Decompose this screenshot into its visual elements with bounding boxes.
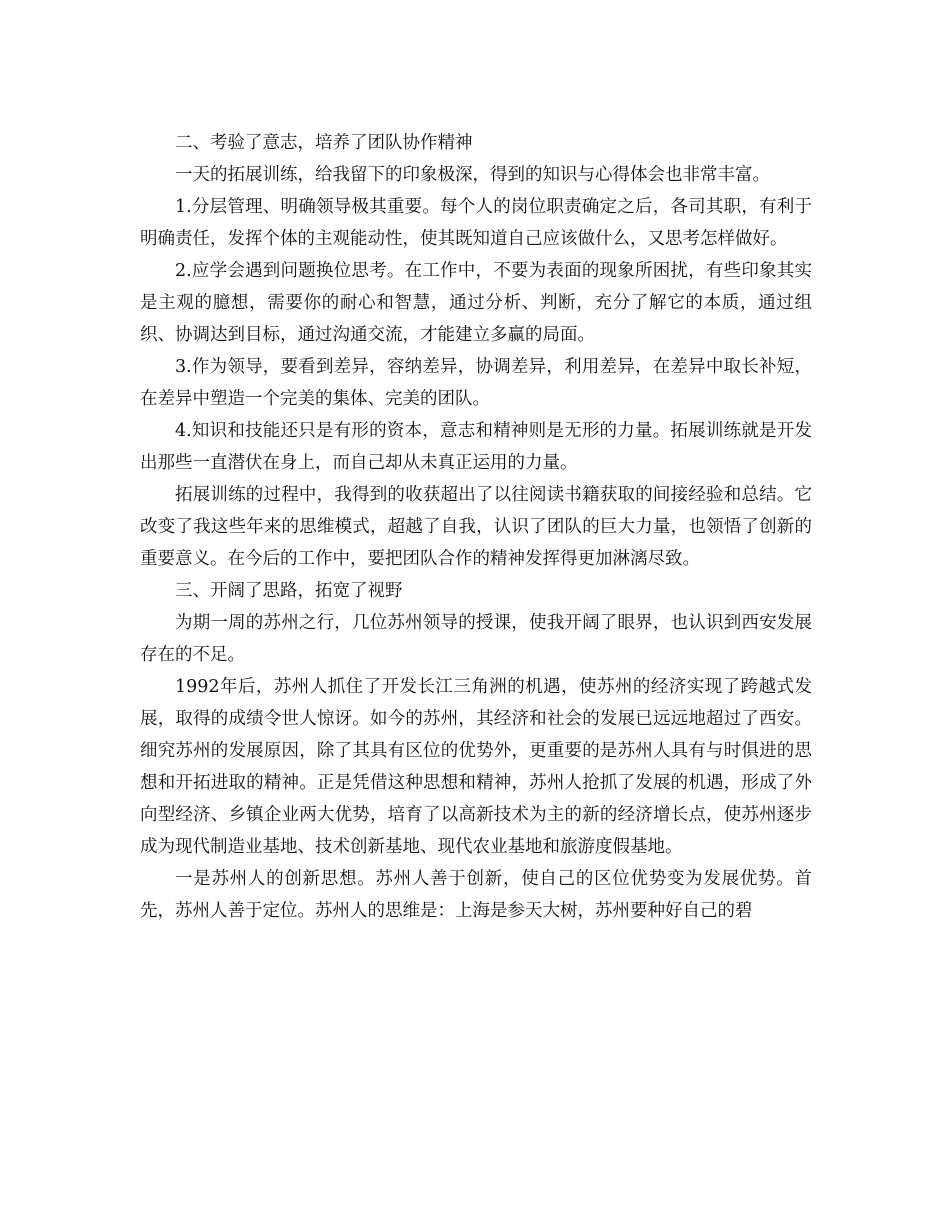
paragraph: 2.应学会遇到问题换位思考。在工作中，不要为表面的现象所困扰，有些印象其实是主观的臆想，需要你的耐心和智慧，通过分析、判断，充分了解它的本质，通过组织、协调达到目标，通过沟通交流，才能建立多赢的局面。 [140,261,812,345]
paragraph: 一是苏州人的创新思想。苏州人善于创新，使自己的区位优势变为发展优势。首先，苏州人善于定位。苏州人的思维是：上海是参天大树，苏州要种好自己的碧 [140,869,812,921]
paragraph: 1992年后，苏州人抓住了开发长江三角洲的机遇，使苏州的经济实现了跨越式发展，取得的成绩令世人惊讶。如今的苏州，其经济和社会的发展已远远地超过了西安。细究苏州的发展原因，除了其具有区位的优势外，更重要的是苏州人具有与时俱进的思想和开拓进取的精神。正是凭借这种思想和精神，苏州人抢抓了发展的机遇，形成了外向型经济、乡镇企业两大优势，培育了以高新技术为主的新的经济增长点，使苏州逐步成为现代制造业基地、技术创新基地、现代农业基地和旅游度假基地。 [140,677,812,857]
paragraph: 3.作为领导，要看到差异，容纳差异，协调差异，利用差异，在差异中取长补短，在差异中塑造一个完美的集体、完美的团队。 [140,357,812,409]
paragraph: 1.分层管理、明确领导极其重要。每个人的岗位职责确定之后，各司其职，有利于明确责任，发挥个体的主观能动性，使其既知道自己应该做什么，又思考怎样做好。 [140,197,812,249]
section-heading-3: 三、开阔了思路，拓宽了视野 [175,581,403,601]
paragraph: 一天的拓展训练，给我留下的印象极深，得到的知识与心得体会也非常丰富。 [175,165,770,185]
section-heading-2: 二、考验了意志，培养了团队协作精神 [175,133,473,153]
paragraph: 为期一周的苏州之行，几位苏州领导的授课，使我开阔了眼界，也认识到西安发展存在的不足。 [140,613,812,665]
document-body [140,127,812,927]
paragraph: 4.知识和技能还只是有形的资本，意志和精神则是无形的力量。拓展训练就是开发出那些一直潜伏在身上，而自己却从未真正运用的力量。 [140,421,812,473]
paragraph: 拓展训练的过程中，我得到的收获超出了以往阅读书籍获取的间接经验和总结。它改变了我这些年来的思维模式，超越了自我，认识了团队的巨大力量，也领悟了创新的重要意义。在今后的工作中，要把团队合作的精神发挥得更加淋漓尽致。 [140,485,812,569]
